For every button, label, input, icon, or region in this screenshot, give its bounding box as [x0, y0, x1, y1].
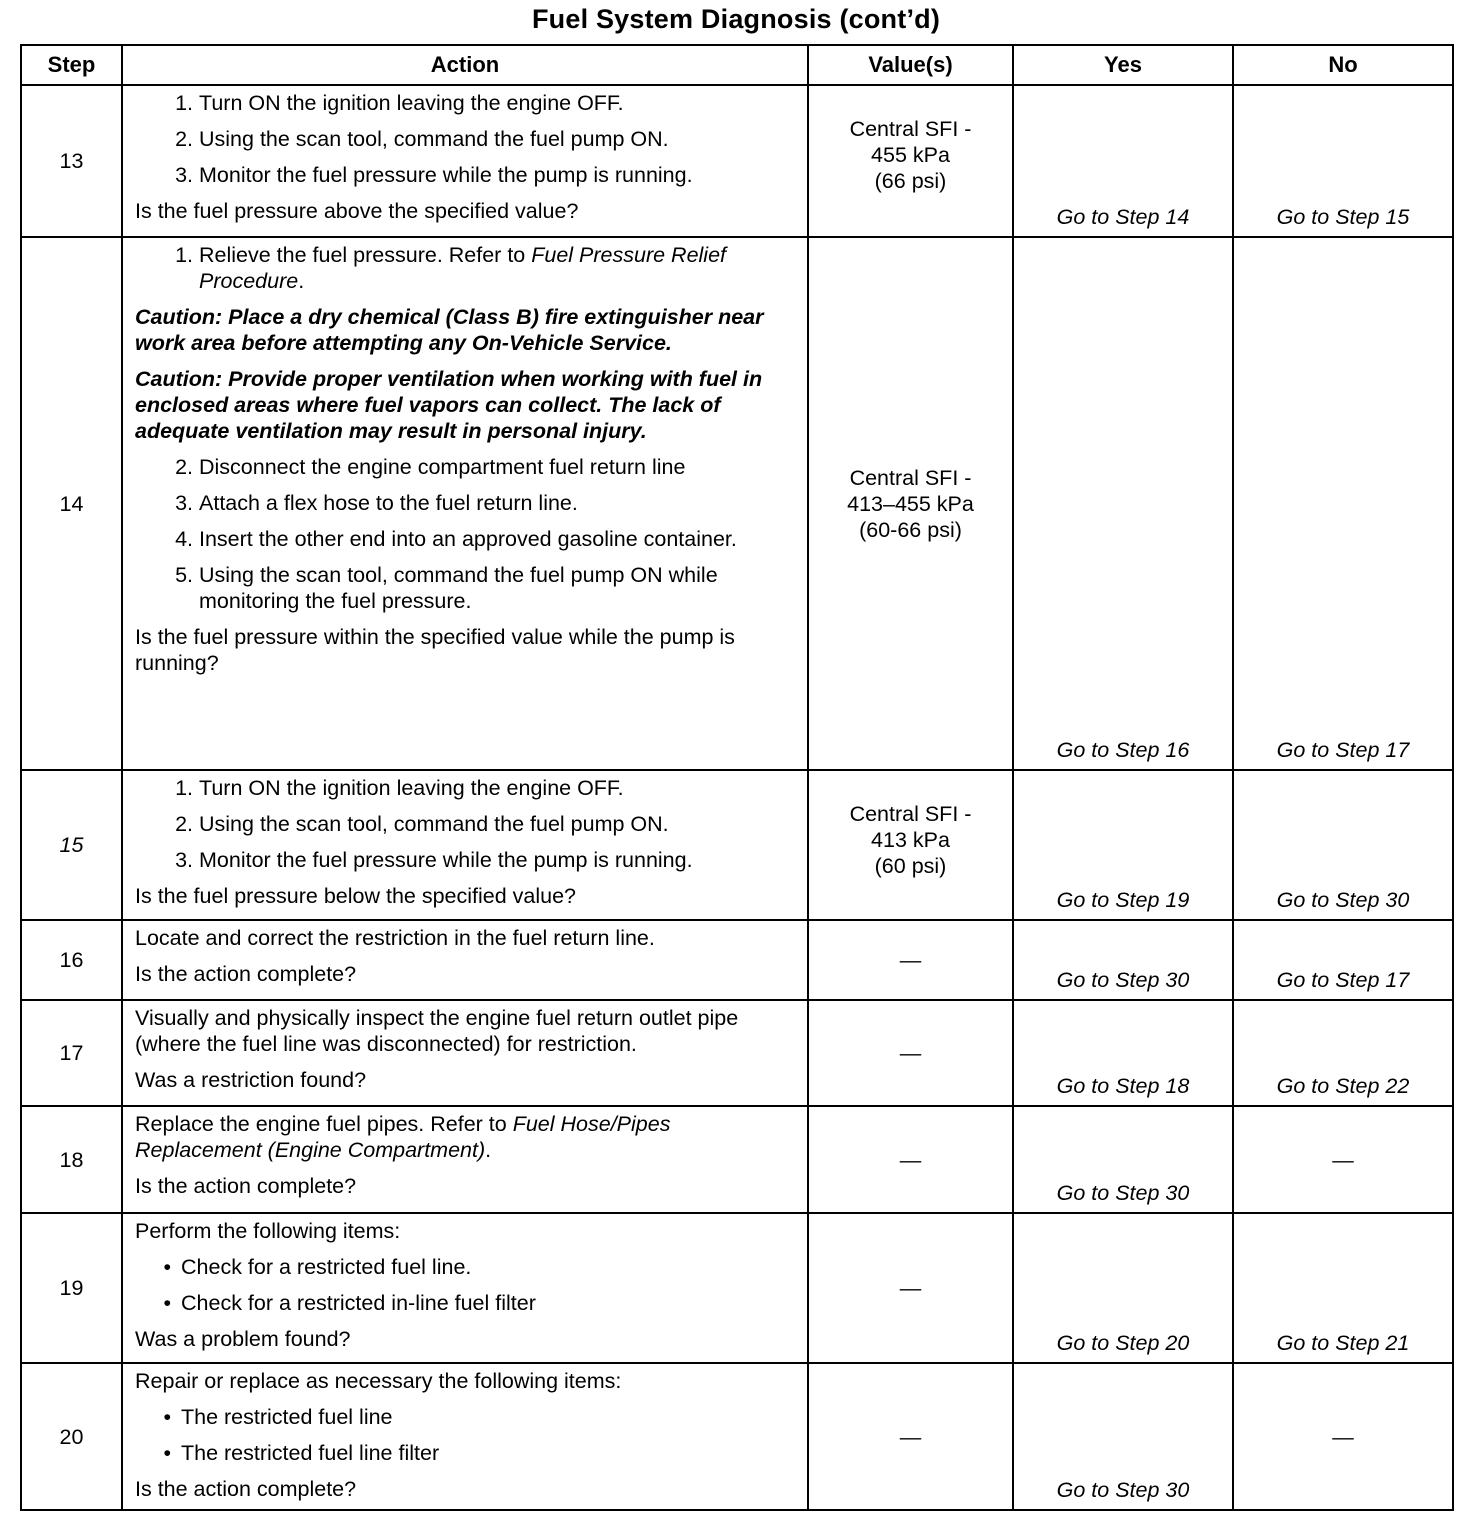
action-question: Is the action complete?	[135, 1174, 357, 1198]
diagnosis-table	[20, 44, 1454, 1511]
action-item: Attach a flex hose to the fuel return line.	[199, 491, 578, 515]
action-item: Disconnect the engine compartment fuel return line	[199, 455, 686, 479]
action-item: Monitor the fuel pressure while the pump is running.	[199, 848, 693, 872]
action-item: Turn ON the ignition leaving the engine OFF.	[199, 91, 624, 115]
table-row	[21, 237, 1453, 770]
table-row	[21, 1213, 1453, 1363]
no-cell: Go to Step 17	[1233, 237, 1453, 770]
no-cell: Go to Step 17	[1233, 920, 1453, 1000]
action-question: Was a restriction found?	[135, 1068, 367, 1092]
action-cell: 1. Turn ON the ignition leaving the engine OFF. 2. Using the scan tool, command the fuel pump ON. 3. Monitor the fuel pressure while the pump is running. Is the fuel pressure above the specified value?	[122, 85, 808, 237]
step-number: 14	[21, 237, 122, 770]
yes-cell: Go to Step 20	[1013, 1213, 1233, 1363]
no-cell: Go to Step 30	[1233, 770, 1453, 920]
action-item: Relieve the fuel pressure. Refer to Fuel Pressure Relief Procedure.	[199, 243, 727, 293]
step-number: 16	[21, 920, 122, 1000]
action-item: Insert the other end into an approved gasoline container.	[199, 527, 737, 551]
yes-cell: Go to Step 19	[1013, 770, 1233, 920]
table-row	[21, 920, 1453, 1000]
action-cell: Repair or replace as necessary the following items: • The restricted fuel line • The restricted fuel line filter Is the action complete?	[122, 1363, 808, 1510]
action-question: Is the fuel pressure above the specified value?	[135, 199, 579, 223]
table-row	[21, 1363, 1453, 1510]
header-yes: Yes	[1013, 45, 1233, 85]
no-cell: Go to Step 21	[1233, 1213, 1453, 1363]
action-cell	[122, 1106, 808, 1213]
action-question: Is the fuel pressure within the specified value while the pump is running?	[135, 625, 735, 675]
action-cell: 1. Turn ON the ignition leaving the engine OFF. 2. Using the scan tool, command the fuel pump ON. 3. Monitor the fuel pressure while the pump is running. Is the fuel pressure below the specified value?	[122, 770, 808, 920]
action-text: Replace the engine fuel pipes. Refer to Fuel Hose/Pipes Replacement (Engine Compartment).	[135, 1112, 671, 1162]
reference-link: Fuel Pressure Relief Procedure	[199, 243, 727, 293]
table-row	[21, 1000, 1453, 1106]
action-item: Turn ON the ignition leaving the engine OFF.	[199, 776, 624, 800]
table-row	[21, 85, 1453, 237]
yes-cell: Go to Step 30	[1013, 1363, 1233, 1510]
action-item: Using the scan tool, command the fuel pump ON.	[199, 812, 669, 836]
action-question: Is the fuel pressure below the specified value?	[135, 884, 577, 908]
value-cell: —	[808, 1213, 1013, 1363]
no-cell: Go to Step 22	[1233, 1000, 1453, 1106]
value-cell: Central SFI - 413–455 kPa (60-66 psi)	[808, 237, 1013, 770]
caution-note: Caution: Provide proper ventilation when working with fuel in enclosed areas where fuel vapors can collect. The lack of adequate ventilation may result in personal injury.	[135, 367, 763, 443]
action-text: Repair or replace as necessary the following items:	[135, 1369, 622, 1393]
header-no: No	[1233, 45, 1453, 85]
no-cell: Go to Step 15	[1233, 85, 1453, 237]
yes-cell: Go to Step 18	[1013, 1000, 1233, 1106]
action-item: Using the scan tool, command the fuel pump ON.	[199, 127, 669, 151]
header-action: Action	[122, 45, 808, 85]
value-cell: —	[808, 1363, 1013, 1510]
bullet-item: Check for a restricted in-line fuel filter	[181, 1291, 536, 1315]
action-item: Monitor the fuel pressure while the pump is running.	[199, 163, 693, 187]
action-text: Perform the following items:	[135, 1219, 401, 1243]
action-cell: 1. Relieve the fuel pressure. Refer to Fuel Pressure Relief Procedure. Caution: Place a dry chemical (Class B) fire extinguisher near work area before attempting any On-Vehicle Service. Caution: Provide proper ventilation when working with fuel in enclosed areas where fuel vapors can collect. The lack of adequate ventilation may result in personal injury. 2. Disconnect the engine compartment fuel return line 3. Attach a flex hose to the fuel return line. 4. Insert the other end into an approved gasoline container. 5. Using the scan tool, command the fuel pump ON while monitoring the fuel pressure. Is the fuel pressure within the specified value while the pump is running?	[122, 237, 808, 770]
bullet-item: The restricted fuel line	[181, 1405, 393, 1429]
header-step: Step	[21, 45, 122, 85]
action-text: Visually and physically inspect the engine fuel return outlet pipe (where the fuel line was disconnected) for restriction.	[135, 1006, 739, 1056]
yes-cell: Go to Step 16	[1013, 237, 1233, 770]
header-row	[21, 45, 1453, 85]
action-text: Locate and correct the restriction in the fuel return line.	[135, 926, 655, 950]
action-item: Using the scan tool, command the fuel pump ON while monitoring the fuel pressure.	[199, 563, 718, 613]
value-cell: —	[808, 1106, 1013, 1213]
bullet-item: Check for a restricted fuel line.	[181, 1255, 472, 1279]
action-question: Was a problem found?	[135, 1327, 351, 1351]
value-cell: —	[808, 920, 1013, 1000]
step-number: 17	[21, 1000, 122, 1106]
step-number: 13	[21, 85, 122, 237]
bullet-item: The restricted fuel line filter	[181, 1441, 440, 1465]
value-cell: Central SFI - 413 kPa (60 psi)	[808, 770, 1013, 920]
page-title: Fuel System Diagnosis (cont’d)	[531, 4, 941, 34]
table-row	[21, 1106, 1453, 1213]
action-cell	[122, 1000, 808, 1106]
no-cell: —	[1233, 1106, 1453, 1213]
table-row	[21, 770, 1453, 920]
step-number: 20	[21, 1363, 122, 1510]
action-question: Is the action complete?	[135, 1477, 357, 1501]
action-cell	[122, 920, 808, 1000]
step-number: 19	[21, 1213, 122, 1363]
no-cell: —	[1233, 1363, 1453, 1510]
step-number: 15	[21, 770, 122, 920]
reference-link: Fuel Hose/Pipes Replacement (Engine Compartment)	[135, 1112, 671, 1162]
header-values: Value(s)	[808, 45, 1013, 85]
action-question: Is the action complete?	[135, 962, 357, 986]
yes-cell: Go to Step 30	[1013, 1106, 1233, 1213]
value-cell: Central SFI - 455 kPa (66 psi)	[808, 85, 1013, 237]
yes-cell: Go to Step 30	[1013, 920, 1233, 1000]
action-cell: Perform the following items: • Check for a restricted fuel line. • Check for a restricted in-line fuel filter Was a problem found?	[122, 1213, 808, 1363]
yes-cell: Go to Step 14	[1013, 85, 1233, 237]
value-cell: —	[808, 1000, 1013, 1106]
caution-note: Caution: Place a dry chemical (Class B) fire extinguisher near work area before attempting any On-Vehicle Service.	[135, 305, 764, 355]
step-number: 18	[21, 1106, 122, 1213]
